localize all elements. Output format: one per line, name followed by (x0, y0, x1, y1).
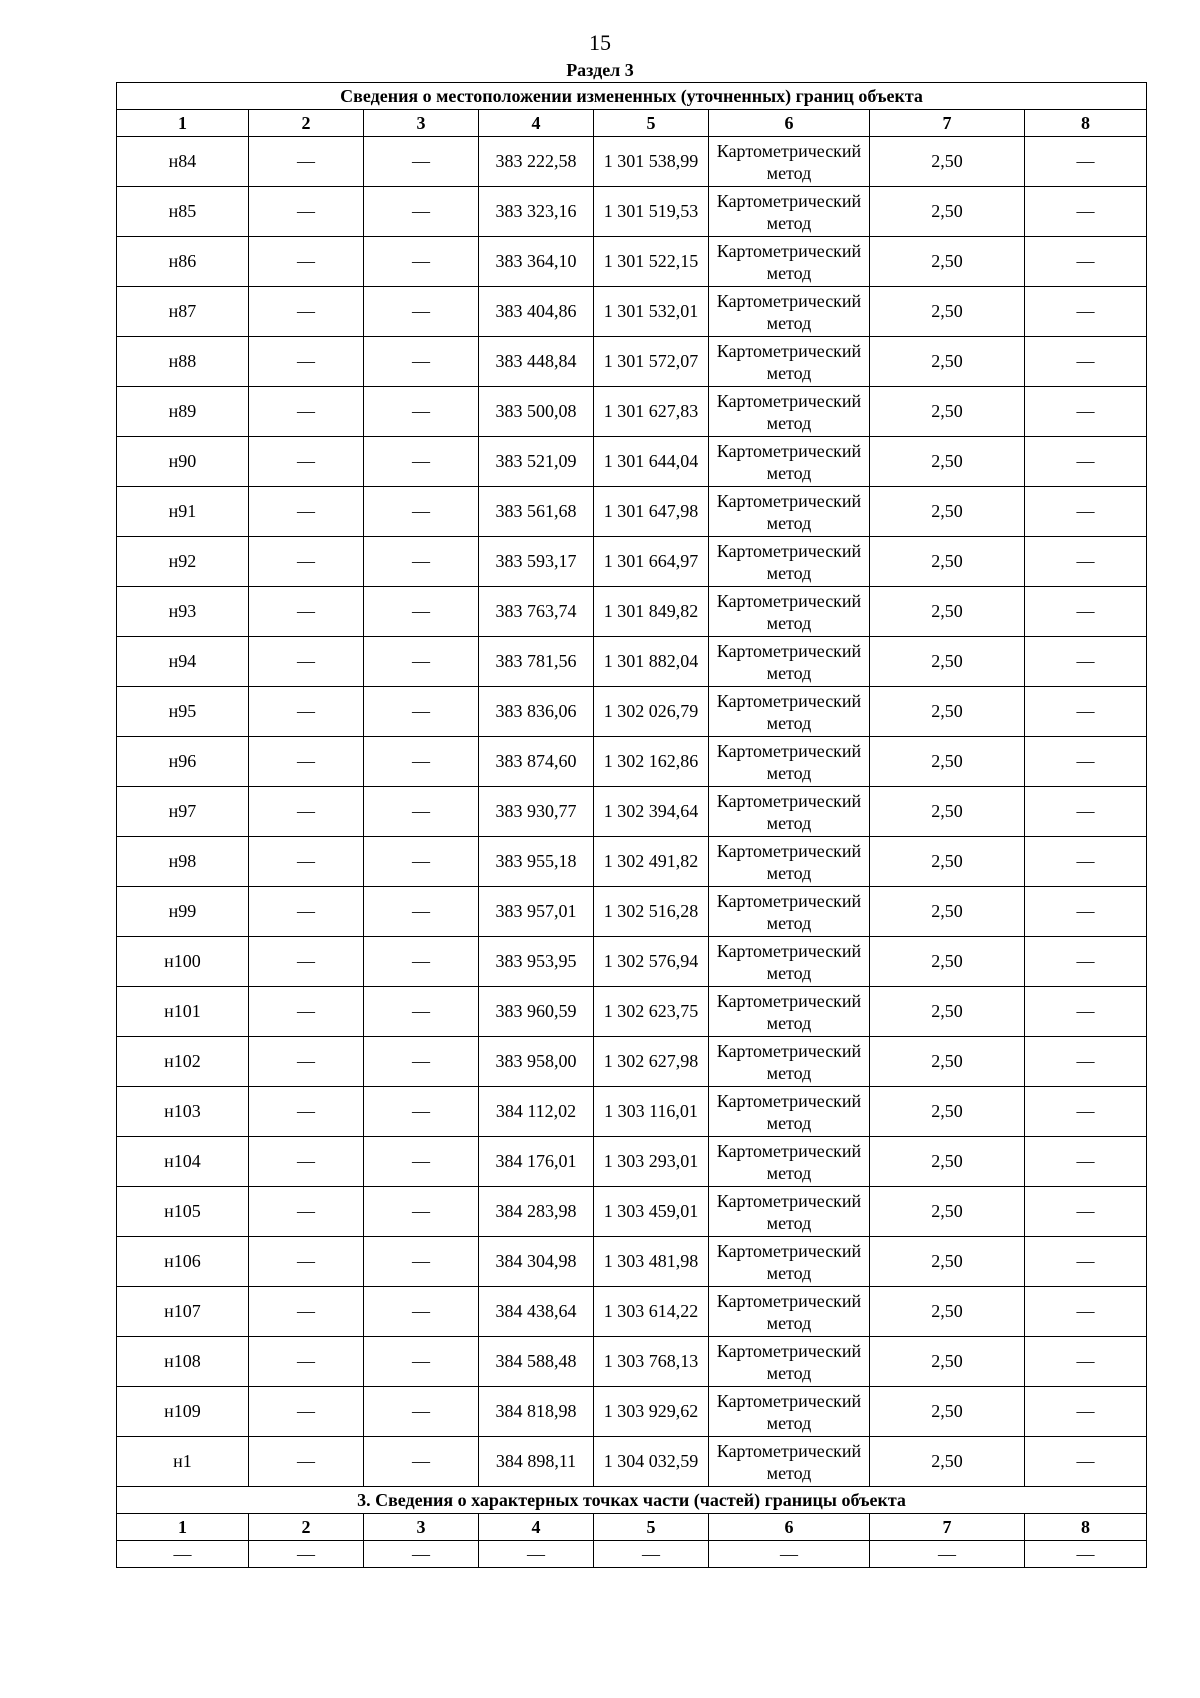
table-row (117, 1437, 1147, 1487)
col2-cell: — (249, 1037, 364, 1087)
y-coordinate-cell: 1 303 293,01 (594, 1137, 709, 1187)
accuracy-cell: 2,50 (870, 837, 1025, 887)
x-coordinate-cell: 383 448,84 (479, 337, 594, 387)
col2-cell: — (249, 1187, 364, 1237)
point-name-cell: н90 (117, 437, 249, 487)
accuracy-cell: 2,50 (870, 1337, 1025, 1387)
x-coordinate-cell: 384 304,98 (479, 1237, 594, 1287)
col2-cell: — (249, 587, 364, 637)
point-name-cell: н1 (117, 1437, 249, 1487)
table-row (117, 137, 1147, 187)
method-cell: Картометрический метод (709, 387, 870, 437)
col2-cell: — (249, 1087, 364, 1137)
column-number: 3 (364, 1514, 479, 1541)
part-section-cell: — (870, 1541, 1025, 1568)
part-section-cell: — (364, 1541, 479, 1568)
x-coordinate-cell: 383 364,10 (479, 237, 594, 287)
accuracy-cell: 2,50 (870, 487, 1025, 537)
x-coordinate-cell: 383 500,08 (479, 387, 594, 437)
table-row (117, 687, 1147, 737)
col2-cell: — (249, 337, 364, 387)
method-cell: Картометрический метод (709, 1187, 870, 1237)
coordinates-table-body (117, 83, 1147, 1568)
method-cell: Картометрический метод (709, 637, 870, 687)
point-name-cell: н91 (117, 487, 249, 537)
accuracy-cell: 2,50 (870, 187, 1025, 237)
accuracy-cell: 2,50 (870, 1437, 1025, 1487)
point-name-cell: н97 (117, 787, 249, 837)
x-coordinate-cell: 383 521,09 (479, 437, 594, 487)
x-coordinate-cell: 384 176,01 (479, 1137, 594, 1187)
col8-cell: — (1025, 787, 1147, 837)
col3-cell: — (364, 687, 479, 737)
method-cell: Картометрический метод (709, 487, 870, 537)
table-row (117, 1087, 1147, 1137)
column-number: 1 (117, 110, 249, 137)
accuracy-cell: 2,50 (870, 537, 1025, 587)
y-coordinate-cell: 1 304 032,59 (594, 1437, 709, 1487)
accuracy-cell: 2,50 (870, 587, 1025, 637)
table-row (117, 387, 1147, 437)
col8-cell: — (1025, 537, 1147, 587)
accuracy-cell: 2,50 (870, 1087, 1025, 1137)
table-caption: Сведения о местоположении измененных (уточненных) границ объекта (117, 83, 1147, 110)
point-name-cell: н84 (117, 137, 249, 187)
point-name-cell: н93 (117, 587, 249, 637)
table-row (117, 637, 1147, 687)
y-coordinate-cell: 1 302 394,64 (594, 787, 709, 837)
col3-cell: — (364, 987, 479, 1037)
part-section-cell: — (249, 1541, 364, 1568)
point-name-cell: н92 (117, 537, 249, 587)
table-row (117, 187, 1147, 237)
col8-cell: — (1025, 237, 1147, 287)
table-row (117, 837, 1147, 887)
y-coordinate-cell: 1 301 644,04 (594, 437, 709, 487)
method-cell: Картометрический метод (709, 1437, 870, 1487)
col8-cell: — (1025, 1037, 1147, 1087)
col3-cell: — (364, 187, 479, 237)
col3-cell: — (364, 237, 479, 287)
accuracy-cell: 2,50 (870, 437, 1025, 487)
col2-cell: — (249, 937, 364, 987)
accuracy-cell: 2,50 (870, 1187, 1025, 1237)
column-number: 1 (117, 1514, 249, 1541)
column-number: 6 (709, 1514, 870, 1541)
accuracy-cell: 2,50 (870, 787, 1025, 837)
y-coordinate-cell: 1 301 572,07 (594, 337, 709, 387)
column-number: 5 (594, 110, 709, 137)
point-name-cell: н89 (117, 387, 249, 437)
col3-cell: — (364, 837, 479, 887)
col2-cell: — (249, 237, 364, 287)
method-cell: Картометрический метод (709, 287, 870, 337)
point-name-cell: н104 (117, 1137, 249, 1187)
col8-cell: — (1025, 287, 1147, 337)
col8-cell: — (1025, 1087, 1147, 1137)
point-name-cell: н95 (117, 687, 249, 737)
column-number: 8 (1025, 110, 1147, 137)
x-coordinate-cell: 383 561,68 (479, 487, 594, 537)
x-coordinate-cell: 383 953,95 (479, 937, 594, 987)
col3-cell: — (364, 337, 479, 387)
x-coordinate-cell: 384 818,98 (479, 1387, 594, 1437)
accuracy-cell: 2,50 (870, 1287, 1025, 1337)
method-cell: Картометрический метод (709, 1387, 870, 1437)
accuracy-cell: 2,50 (870, 937, 1025, 987)
method-cell: Картометрический метод (709, 837, 870, 887)
col8-cell: — (1025, 437, 1147, 487)
x-coordinate-cell: 383 957,01 (479, 887, 594, 937)
col3-cell: — (364, 537, 479, 587)
accuracy-cell: 2,50 (870, 337, 1025, 387)
method-cell: Картометрический метод (709, 137, 870, 187)
y-coordinate-cell: 1 302 491,82 (594, 837, 709, 887)
col8-cell: — (1025, 637, 1147, 687)
col2-cell: — (249, 137, 364, 187)
x-coordinate-cell: 384 438,64 (479, 1287, 594, 1337)
col2-cell: — (249, 1237, 364, 1287)
point-name-cell: н103 (117, 1087, 249, 1137)
col3-cell: — (364, 587, 479, 637)
col2-cell: — (249, 537, 364, 587)
x-coordinate-cell: 383 874,60 (479, 737, 594, 787)
part-section-cell: — (117, 1541, 249, 1568)
accuracy-cell: 2,50 (870, 137, 1025, 187)
method-cell: Картометрический метод (709, 1137, 870, 1187)
accuracy-cell: 2,50 (870, 1037, 1025, 1087)
col2-cell: — (249, 737, 364, 787)
section-title: Раздел 3 (566, 60, 634, 80)
table-row (117, 237, 1147, 287)
point-name-cell: н94 (117, 637, 249, 687)
accuracy-cell: 2,50 (870, 687, 1025, 737)
col8-cell: — (1025, 187, 1147, 237)
y-coordinate-cell: 1 302 516,28 (594, 887, 709, 937)
col3-cell: — (364, 1387, 479, 1437)
x-coordinate-cell: 383 404,86 (479, 287, 594, 337)
part-section-cell: — (479, 1541, 594, 1568)
column-number: 2 (249, 1514, 364, 1541)
table-row (117, 487, 1147, 537)
col3-cell: — (364, 1337, 479, 1387)
col8-cell: — (1025, 387, 1147, 437)
table-row (117, 337, 1147, 387)
y-coordinate-cell: 1 301 882,04 (594, 637, 709, 687)
method-cell: Картометрический метод (709, 687, 870, 737)
col2-cell: — (249, 1437, 364, 1487)
x-coordinate-cell: 383 593,17 (479, 537, 594, 587)
y-coordinate-cell: 1 303 459,01 (594, 1187, 709, 1237)
method-cell: Картометрический метод (709, 987, 870, 1037)
y-coordinate-cell: 1 301 519,53 (594, 187, 709, 237)
table-row (117, 887, 1147, 937)
method-cell: Картометрический метод (709, 1237, 870, 1287)
x-coordinate-cell: 383 930,77 (479, 787, 594, 837)
table-row (117, 587, 1147, 637)
column-number: 2 (249, 110, 364, 137)
y-coordinate-cell: 1 303 116,01 (594, 1087, 709, 1137)
col8-cell: — (1025, 1387, 1147, 1437)
col2-cell: — (249, 1287, 364, 1337)
point-name-cell: н107 (117, 1287, 249, 1337)
accuracy-cell: 2,50 (870, 737, 1025, 787)
col2-cell: — (249, 787, 364, 837)
method-cell: Картометрический метод (709, 237, 870, 287)
point-name-cell: н88 (117, 337, 249, 387)
point-name-cell: н102 (117, 1037, 249, 1087)
coordinates-table (116, 82, 1147, 1568)
y-coordinate-cell: 1 301 664,97 (594, 537, 709, 587)
table-row (117, 1037, 1147, 1087)
table-row (117, 1287, 1147, 1337)
y-coordinate-cell: 1 303 929,62 (594, 1387, 709, 1437)
column-number: 7 (870, 110, 1025, 137)
col3-cell: — (364, 1037, 479, 1087)
part-section-cell: — (594, 1541, 709, 1568)
point-name-cell: н108 (117, 1337, 249, 1387)
table-row (117, 1187, 1147, 1237)
y-coordinate-cell: 1 301 647,98 (594, 487, 709, 537)
method-cell: Картометрический метод (709, 1037, 870, 1087)
col8-cell: — (1025, 1287, 1147, 1337)
col3-cell: — (364, 437, 479, 487)
col8-cell: — (1025, 337, 1147, 387)
col3-cell: — (364, 1087, 479, 1137)
table-row (117, 987, 1147, 1037)
table-row (117, 1387, 1147, 1437)
method-cell: Картометрический метод (709, 1287, 870, 1337)
col3-cell: — (364, 1437, 479, 1487)
col8-cell: — (1025, 487, 1147, 537)
col8-cell: — (1025, 1437, 1147, 1487)
point-name-cell: н109 (117, 1387, 249, 1437)
part-section-caption: 3. Сведения о характерных точках части (частей) границы объекта (117, 1487, 1147, 1514)
y-coordinate-cell: 1 303 768,13 (594, 1337, 709, 1387)
col3-cell: — (364, 887, 479, 937)
accuracy-cell: 2,50 (870, 1137, 1025, 1187)
table-row (117, 437, 1147, 487)
col8-cell: — (1025, 887, 1147, 937)
column-number: 5 (594, 1514, 709, 1541)
col2-cell: — (249, 1387, 364, 1437)
table-row (117, 287, 1147, 337)
part-section-cell: — (1025, 1541, 1147, 1568)
y-coordinate-cell: 1 301 522,15 (594, 237, 709, 287)
method-cell: Картометрический метод (709, 587, 870, 637)
point-name-cell: н99 (117, 887, 249, 937)
accuracy-cell: 2,50 (870, 237, 1025, 287)
accuracy-cell: 2,50 (870, 637, 1025, 687)
accuracy-cell: 2,50 (870, 1237, 1025, 1287)
part-section-cell: — (709, 1541, 870, 1568)
col8-cell: — (1025, 137, 1147, 187)
y-coordinate-cell: 1 302 623,75 (594, 987, 709, 1037)
col8-cell: — (1025, 1237, 1147, 1287)
y-coordinate-cell: 1 303 614,22 (594, 1287, 709, 1337)
method-cell: Картометрический метод (709, 737, 870, 787)
col2-cell: — (249, 987, 364, 1037)
column-number: 4 (479, 110, 594, 137)
col3-cell: — (364, 1237, 479, 1287)
col3-cell: — (364, 937, 479, 987)
method-cell: Картометрический метод (709, 437, 870, 487)
table-caption-row (117, 83, 1147, 110)
point-name-cell: н86 (117, 237, 249, 287)
col2-cell: — (249, 837, 364, 887)
y-coordinate-cell: 1 302 627,98 (594, 1037, 709, 1087)
x-coordinate-cell: 383 836,06 (479, 687, 594, 737)
x-coordinate-cell: 383 222,58 (479, 137, 594, 187)
col3-cell: — (364, 287, 479, 337)
column-number: 6 (709, 110, 870, 137)
point-name-cell: н98 (117, 837, 249, 887)
col2-cell: — (249, 887, 364, 937)
y-coordinate-cell: 1 301 627,83 (594, 387, 709, 437)
y-coordinate-cell: 1 303 481,98 (594, 1237, 709, 1287)
column-number: 3 (364, 110, 479, 137)
accuracy-cell: 2,50 (870, 1387, 1025, 1437)
method-cell: Картометрический метод (709, 1337, 870, 1387)
col8-cell: — (1025, 1137, 1147, 1187)
point-name-cell: н87 (117, 287, 249, 337)
col2-cell: — (249, 387, 364, 437)
x-coordinate-cell: 383 781,56 (479, 637, 594, 687)
col8-cell: — (1025, 987, 1147, 1037)
col8-cell: — (1025, 587, 1147, 637)
point-name-cell: н96 (117, 737, 249, 787)
accuracy-cell: 2,50 (870, 287, 1025, 337)
col3-cell: — (364, 137, 479, 187)
col8-cell: — (1025, 687, 1147, 737)
x-coordinate-cell: 384 112,02 (479, 1087, 594, 1137)
point-name-cell: н101 (117, 987, 249, 1037)
x-coordinate-cell: 383 323,16 (479, 187, 594, 237)
table-row (117, 537, 1147, 587)
y-coordinate-cell: 1 301 532,01 (594, 287, 709, 337)
part-section-row (117, 1541, 1147, 1568)
point-name-cell: н106 (117, 1237, 249, 1287)
accuracy-cell: 2,50 (870, 387, 1025, 437)
x-coordinate-cell: 383 960,59 (479, 987, 594, 1037)
method-cell: Картометрический метод (709, 937, 870, 987)
x-coordinate-cell: 384 898,11 (479, 1437, 594, 1487)
table-row (117, 737, 1147, 787)
col2-cell: — (249, 437, 364, 487)
col8-cell: — (1025, 837, 1147, 887)
col8-cell: — (1025, 1187, 1147, 1237)
table-row (117, 937, 1147, 987)
table-row (117, 1237, 1147, 1287)
col2-cell: — (249, 287, 364, 337)
col2-cell: — (249, 487, 364, 537)
page-number: 15 (589, 30, 611, 55)
x-coordinate-cell: 384 283,98 (479, 1187, 594, 1237)
column-number: 7 (870, 1514, 1025, 1541)
table-row (117, 1137, 1147, 1187)
col3-cell: — (364, 787, 479, 837)
col3-cell: — (364, 1137, 479, 1187)
col2-cell: — (249, 1137, 364, 1187)
col8-cell: — (1025, 937, 1147, 987)
col3-cell: — (364, 387, 479, 437)
x-coordinate-cell: 383 763,74 (479, 587, 594, 637)
col8-cell: — (1025, 737, 1147, 787)
y-coordinate-cell: 1 302 162,86 (594, 737, 709, 787)
method-cell: Картометрический метод (709, 887, 870, 937)
y-coordinate-cell: 1 302 576,94 (594, 937, 709, 987)
col2-cell: — (249, 687, 364, 737)
accuracy-cell: 2,50 (870, 987, 1025, 1037)
method-cell: Картометрический метод (709, 337, 870, 387)
column-number: 4 (479, 1514, 594, 1541)
method-cell: Картометрический метод (709, 1087, 870, 1137)
col3-cell: — (364, 737, 479, 787)
col3-cell: — (364, 1287, 479, 1337)
column-number-row (117, 110, 1147, 137)
x-coordinate-cell: 383 955,18 (479, 837, 594, 887)
y-coordinate-cell: 1 301 538,99 (594, 137, 709, 187)
point-name-cell: н105 (117, 1187, 249, 1237)
method-cell: Картометрический метод (709, 187, 870, 237)
col3-cell: — (364, 637, 479, 687)
method-cell: Картометрический метод (709, 787, 870, 837)
method-cell: Картометрический метод (709, 537, 870, 587)
x-coordinate-cell: 383 958,00 (479, 1037, 594, 1087)
column-number: 8 (1025, 1514, 1147, 1541)
col2-cell: — (249, 637, 364, 687)
table-row (117, 787, 1147, 837)
col3-cell: — (364, 487, 479, 537)
part-section-caption-row (117, 1487, 1147, 1514)
col2-cell: — (249, 1337, 364, 1387)
col2-cell: — (249, 187, 364, 237)
table-row (117, 1337, 1147, 1387)
col3-cell: — (364, 1187, 479, 1237)
col8-cell: — (1025, 1337, 1147, 1387)
part-section-column-number-row (117, 1514, 1147, 1541)
point-name-cell: н100 (117, 937, 249, 987)
point-name-cell: н85 (117, 187, 249, 237)
accuracy-cell: 2,50 (870, 887, 1025, 937)
x-coordinate-cell: 384 588,48 (479, 1337, 594, 1387)
y-coordinate-cell: 1 302 026,79 (594, 687, 709, 737)
y-coordinate-cell: 1 301 849,82 (594, 587, 709, 637)
